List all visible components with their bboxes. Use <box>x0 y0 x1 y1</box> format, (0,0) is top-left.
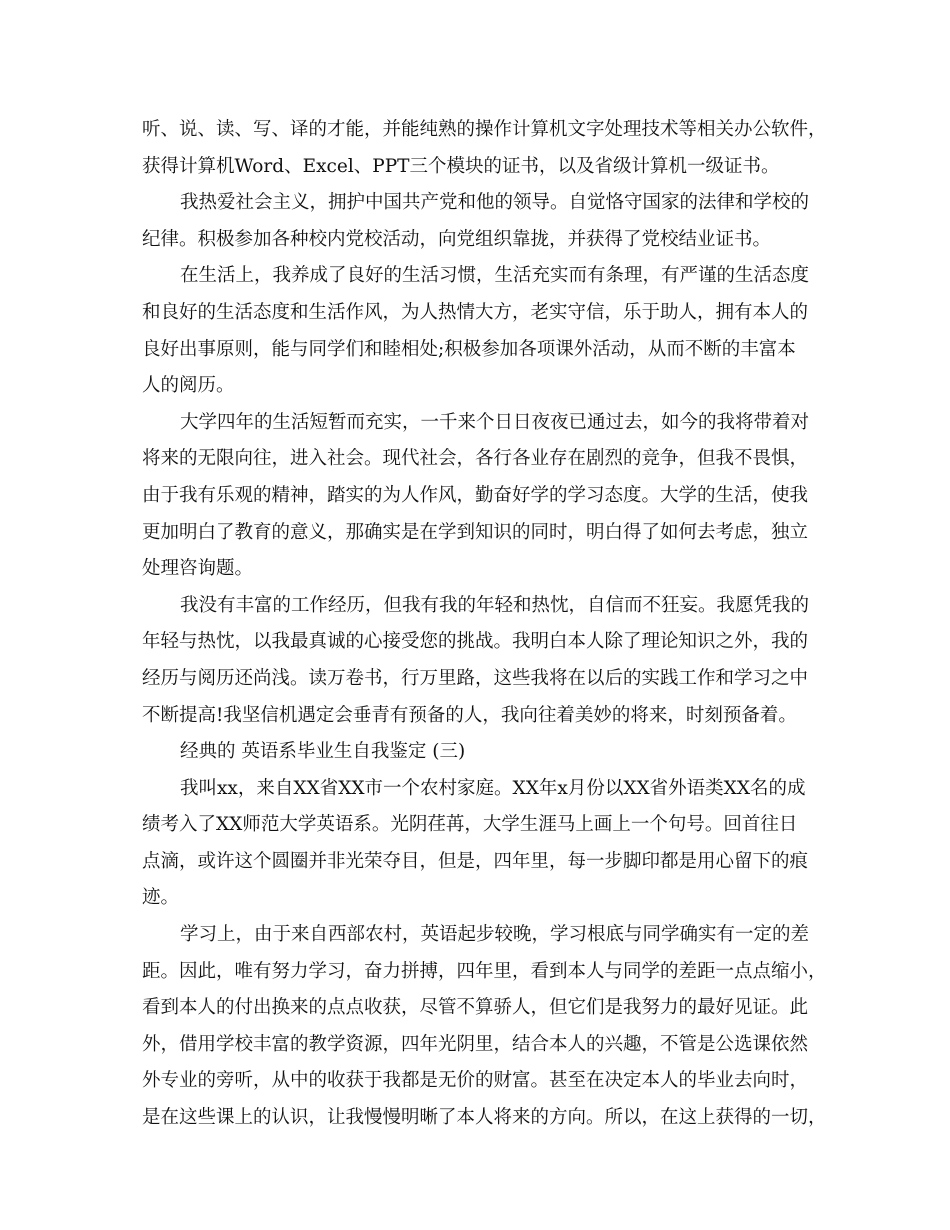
text-line: 大学四年的生活短暂而充实，一千来个日日夜夜已通过去，如今的我将带着对 <box>180 411 810 433</box>
text-line: 经历与阅历还尚浅。读万卷书，行万里路，这些我将在以后的实践工作和学习之中 <box>142 667 809 689</box>
text-line: 点滴，或许这个圆圈并非光荣夺目，但是，四年里，每一步脚印都是用心留下的痕 <box>142 850 809 872</box>
text-line: 是在这些课上的认识，让我慢慢明晰了本人将来的方向。所以，在这上获得的一切， <box>142 1107 827 1129</box>
text-line: 良好出事原则，能与同学们和睦相处;积极参加各项课外活动，从而不断的丰富本 <box>142 338 796 360</box>
text-line: 我叫xx，来自XX省XX市一个农村家庭。XX年x月份以XX省外语类XX名的成 <box>180 777 806 799</box>
text-line: 我热爱社会主义，拥护中国共产党和他的领导。自觉恪守国家的法律和学校的 <box>180 192 810 214</box>
text-line: 我没有丰富的工作经历，但我有我的年轻和热忱，自信而不狂妄。我愿凭我的 <box>180 594 810 616</box>
text-line: 距。因此，唯有努力学习，奋力拼搏，四年里，看到本人与同学的差距一点点缩小， <box>142 960 827 982</box>
text-line: 处理咨询题。 <box>142 558 254 580</box>
text-line: 外，借用学校丰富的教学资源，四年光阴里，结合本人的兴趣，不管是公选课依然 <box>142 1033 809 1055</box>
text-line: 绩考入了XX师范大学英语系。光阴荏苒，大学生涯马上画上一个句号。回首往日 <box>142 814 798 836</box>
text-line: 更加明白了教育的意义，那确实是在学到知识的同时，明白得了如何去考虑，独立 <box>142 521 809 543</box>
text-line: 和良好的生活态度和生活作风，为人热情大方，老实守信，乐于助人，拥有本人的 <box>142 301 809 323</box>
text-line: 获得计算机Word、Excel、PPT三个模块的证书，以及省级计算机一级证书。 <box>142 155 780 177</box>
text-line: 年轻与热忱，以我最真诚的心接受您的挑战。我明白本人除了理论知识之外，我的 <box>142 631 809 653</box>
text-line: 外专业的旁听，从中的收获于我都是无价的财富。甚至在决定本人的毕业去向时， <box>142 1070 809 1092</box>
text-line: 学习上，由于来自西部农村，英语起步较晚，学习根底与同学确实有一定的差 <box>180 924 810 946</box>
text-line: 经典的 英语系毕业生自我鉴定 (三) <box>180 741 466 763</box>
text-line: 听、说、读、写、译的才能，并能纯熟的操作计算机文字处理技术等相关办公软件， <box>142 119 827 140</box>
text-line: 迹。 <box>142 887 180 909</box>
text-line: 人的阅历。 <box>142 375 235 397</box>
text-line: 看到本人的付出换来的点点收获，尽管不算骄人，但它们是我努力的最好见证。此 <box>142 997 809 1019</box>
text-line: 纪律。积极参加各种校内党校活动，向党组织靠拢，并获得了党校结业证书。 <box>142 228 772 250</box>
document-body <box>142 112 832 1137</box>
text-line: 不断提高!我坚信机遇定会垂青有预备的人，我向往着美妙的将来，时刻预备着。 <box>142 704 797 726</box>
text-line: 由于我有乐观的精神，踏实的为人作风，勤奋好学的学习态度。大学的生活，使我 <box>142 484 809 506</box>
text-line: 在生活上，我养成了良好的生活习惯，生活充实而有条理，有严谨的生活态度 <box>180 265 810 287</box>
text-line: 将来的无限向往，进入社会。现代社会，各行各业存在剧烈的竞争，但我不畏惧， <box>142 448 809 470</box>
